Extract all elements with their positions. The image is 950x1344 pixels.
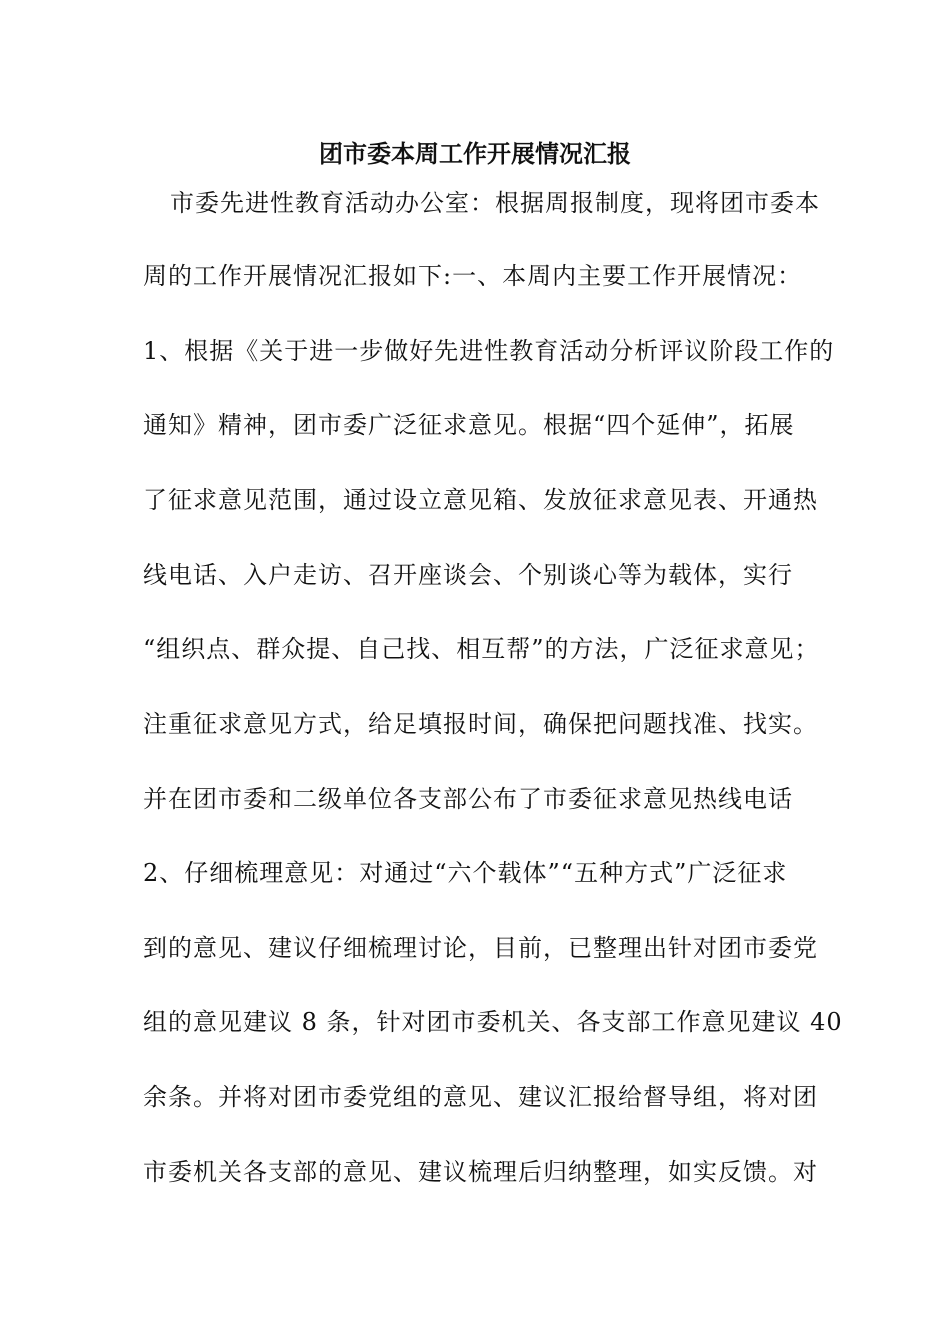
paragraph-line: 周的工作开展情况汇报如下:一、本周内主要工作开展情况： — [143, 262, 803, 290]
paragraph-line: 到的意见、建议仔细梳理讨论，目前，已整理出针对团市委党 — [143, 934, 818, 962]
paragraph-line: 线电话、入户走访、召开座谈会、个别谈心等为载体，实行 — [143, 561, 793, 589]
paragraph-line: 了征求意见范围，通过设立意见箱、发放征求意见表、开通热 — [143, 486, 818, 514]
document-title: 团市委本周工作开展情况汇报 — [319, 139, 631, 168]
paragraph-line: 并在团市委和二级单位各支部公布了市委征求意见热线电话 — [143, 785, 793, 813]
paragraph-line: 注重征求意见方式，给足填报时间，确保把问题找准、找实。 — [143, 710, 818, 738]
paragraph-line: 通知》精神，团市委广泛征求意见。根据“四个延伸”，拓展 — [143, 411, 795, 439]
paragraph-line: 市委先进性教育活动办公室：根据周报制度，现将团市委本 — [170, 189, 820, 217]
paragraph-line: 1、根据《关于进一步做好先进性教育活动分析评议阶段工作的 — [143, 337, 835, 365]
paragraph-line: 2、仔细梳理意见：对通过“六个载体”“五种方式”广泛征求 — [143, 859, 788, 887]
paragraph-line: “组织点、群众提、自己找、相互帮”的方法，广泛征求意见； — [143, 635, 820, 663]
paragraph-line: 余条。并将对团市委党组的意见、建议汇报给督导组，将对团 — [143, 1083, 818, 1111]
paragraph-line: 市委机关各支部的意见、建议梳理后归纳整理，如实反馈。对 — [143, 1158, 818, 1186]
paragraph-line: 组的意见建议 8 条，针对团市委机关、各支部工作意见建议 40 — [143, 1008, 843, 1036]
